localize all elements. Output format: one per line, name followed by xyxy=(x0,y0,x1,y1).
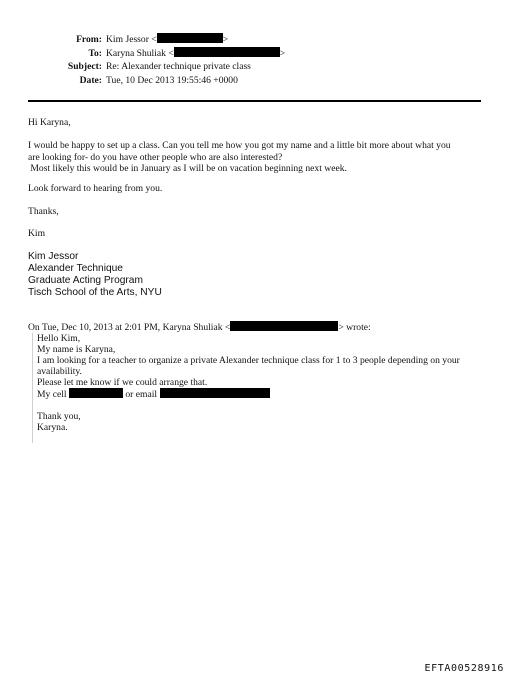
from-close: > xyxy=(222,34,229,45)
email-sender-name: Kim xyxy=(28,228,46,239)
redaction-box xyxy=(157,33,223,43)
to-label: To: xyxy=(88,47,102,59)
signature-school: Tisch School of the Arts, NYU xyxy=(28,287,162,298)
para1-line3: Most likely this would be in January as I will be on vacation beginning next week. xyxy=(28,163,347,174)
to-value: Karyna Shuliak < xyxy=(106,47,174,59)
date-row xyxy=(0,74,512,88)
date-label: Date: xyxy=(79,74,102,86)
email-greeting: Hi Karyna, xyxy=(28,117,71,128)
subject-label: Subject: xyxy=(67,61,102,72)
redaction-box xyxy=(230,321,338,331)
quoted-line-2: I am looking for a teacher to organize a private Alexander technique class for 1 to 3 people depending on your xyxy=(37,355,460,366)
quoted-greeting: Hello Kim, xyxy=(37,333,81,344)
header-divider xyxy=(28,100,481,102)
to-close: > xyxy=(279,47,286,59)
redaction-box xyxy=(69,388,123,398)
to-row xyxy=(0,47,512,61)
quoted-line-3: availability. xyxy=(37,366,82,377)
signature-block xyxy=(28,251,162,299)
email-paragraph-1 xyxy=(28,140,486,175)
email-paragraph-2: Look forward to hearing from you. xyxy=(28,183,163,194)
quoted-line-4: Please let me know if we could arrange that. xyxy=(37,377,208,388)
quoted-name: Karyna. xyxy=(37,422,68,433)
document-id: EFTA00528916 xyxy=(424,663,504,674)
email-header xyxy=(0,33,512,87)
quoted-contact-line: My cell or email xyxy=(37,388,492,400)
quoted-thanks: Thank you, xyxy=(37,411,81,422)
signature-title: Alexander Technique xyxy=(28,263,123,274)
signature-program: Graduate Acting Program xyxy=(28,275,143,286)
para1-line2: are looking for- do you have other people who are also interested? xyxy=(28,151,283,163)
subject-row xyxy=(0,60,512,74)
para1-line1: I would be happy to set up a class. Can you tell me how you got my name and a little bit more about what you xyxy=(28,140,451,151)
date-value: Tue, 10 Dec 2013 19:55:46 +0000 xyxy=(106,74,238,86)
redaction-box xyxy=(174,47,280,57)
subject-value: Re: Alexander technique private class xyxy=(106,61,251,72)
redaction-box xyxy=(160,388,270,398)
quoted-line-1: My name is Karyna, xyxy=(37,344,116,355)
from-value: Kim Jessor < xyxy=(106,34,157,45)
email-thanks: Thanks, xyxy=(28,206,59,217)
signature-name: Kim Jessor xyxy=(28,251,79,262)
quoted-intro: On Tue, Dec 10, 2013 at 2:01 PM, Karyna Shuliak < > wrote: xyxy=(28,322,371,333)
quoted-message xyxy=(32,333,492,443)
from-label: From: xyxy=(76,34,102,45)
from-row xyxy=(0,33,512,47)
